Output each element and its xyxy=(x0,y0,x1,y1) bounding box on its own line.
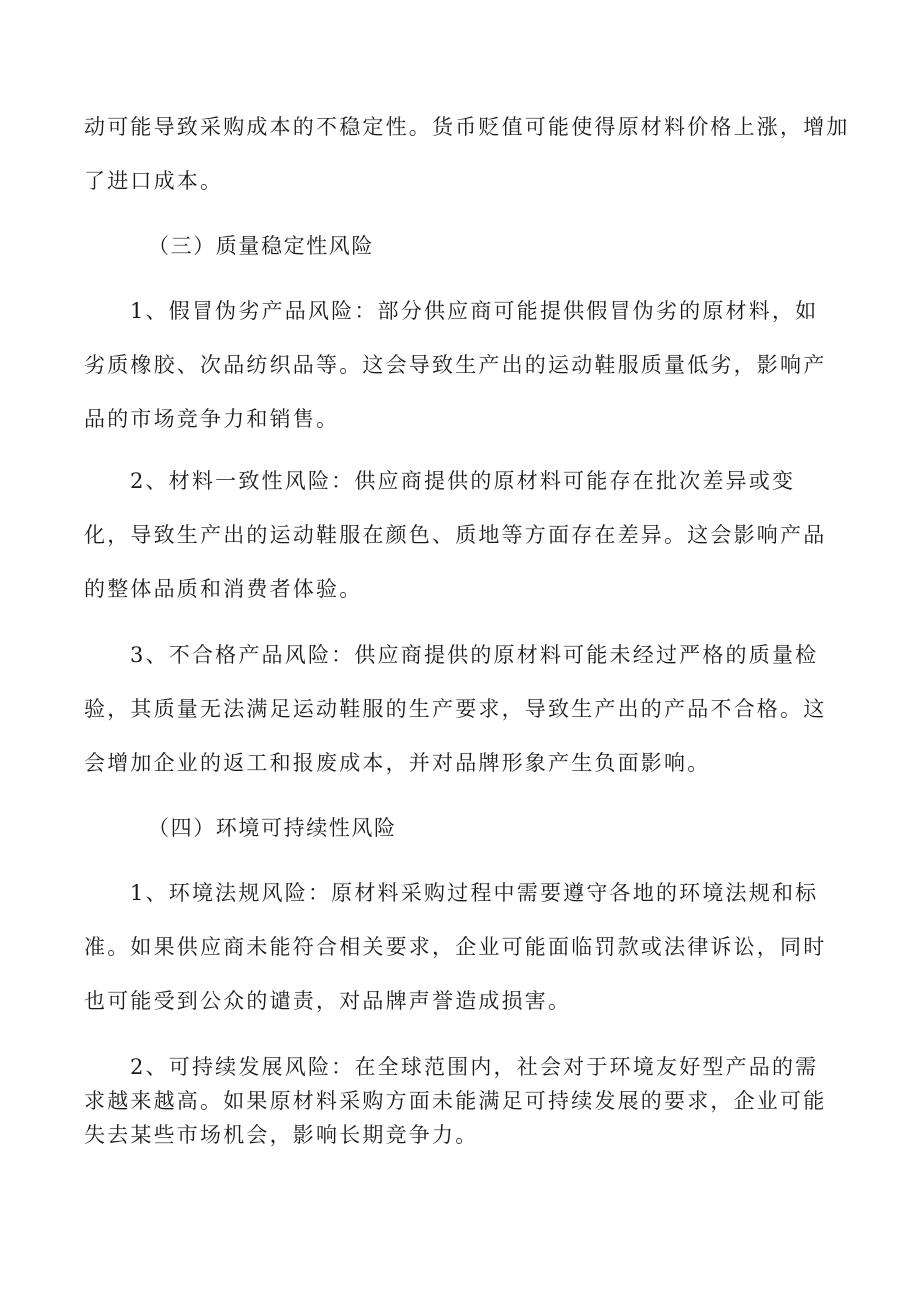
paragraph-line: 准。如果供应商未能符合相关要求，企业可能面临罚款或法律诉讼，同时 xyxy=(84,935,827,959)
document-page xyxy=(84,0,850,1301)
paragraph-line: 2、材料一致性风险：供应商提供的原材料可能存在批次差异或变 xyxy=(130,469,796,493)
paragraph-line: 验，其质量无法满足运动鞋服的生产要求，导致生产出的产品不合格。这 xyxy=(84,697,827,721)
paragraph-line: 了进口成本。 xyxy=(84,169,224,193)
paragraph-line: 也可能受到公众的谴责，对品牌声誉造成损害。 xyxy=(84,989,572,1013)
paragraph-line: 2、可持续发展风险：在全球范围内，社会对于环境友好型产品的需 xyxy=(130,1055,819,1079)
paragraph-line: 品的市场竞争力和销售。 xyxy=(84,407,340,431)
section-heading: （三）质量稳定性风险 xyxy=(148,234,374,258)
paragraph-line: 会增加企业的返工和报废成本，并对品牌形象产生负面影响。 xyxy=(84,751,711,775)
paragraph-line: 1、环境法规风险：原材料采购过程中需要遵守各地的环境法规和标 xyxy=(130,881,819,905)
section-heading: （四）环境可持续性风险 xyxy=(148,816,397,840)
paragraph-line: 求越来越高。如果原材料采购方面未能满足可持续发展的要求，企业可能 xyxy=(84,1089,827,1113)
paragraph-line: 动可能导致采购成本的不稳定性。货币贬值可能使得原材料价格上涨，增加 xyxy=(84,115,850,139)
paragraph-line: 3、不合格产品风险：供应商提供的原材料可能未经过严格的质量检 xyxy=(130,643,819,667)
paragraph-line: 劣质橡胶、次品纺织品等。这会导致生产出的运动鞋服质量低劣，影响产 xyxy=(84,353,827,377)
paragraph-line: 失去某些市场机会，影响长期竞争力。 xyxy=(84,1123,479,1147)
paragraph-line: 1、假冒伪劣产品风险：部分供应商可能提供假冒伪劣的原材料，如 xyxy=(130,299,819,323)
paragraph-line: 化，导致生产出的运动鞋服在颜色、质地等方面存在差异。这会影响产品 xyxy=(84,523,827,547)
paragraph-line: 的整体品质和消费者体验。 xyxy=(84,577,363,601)
